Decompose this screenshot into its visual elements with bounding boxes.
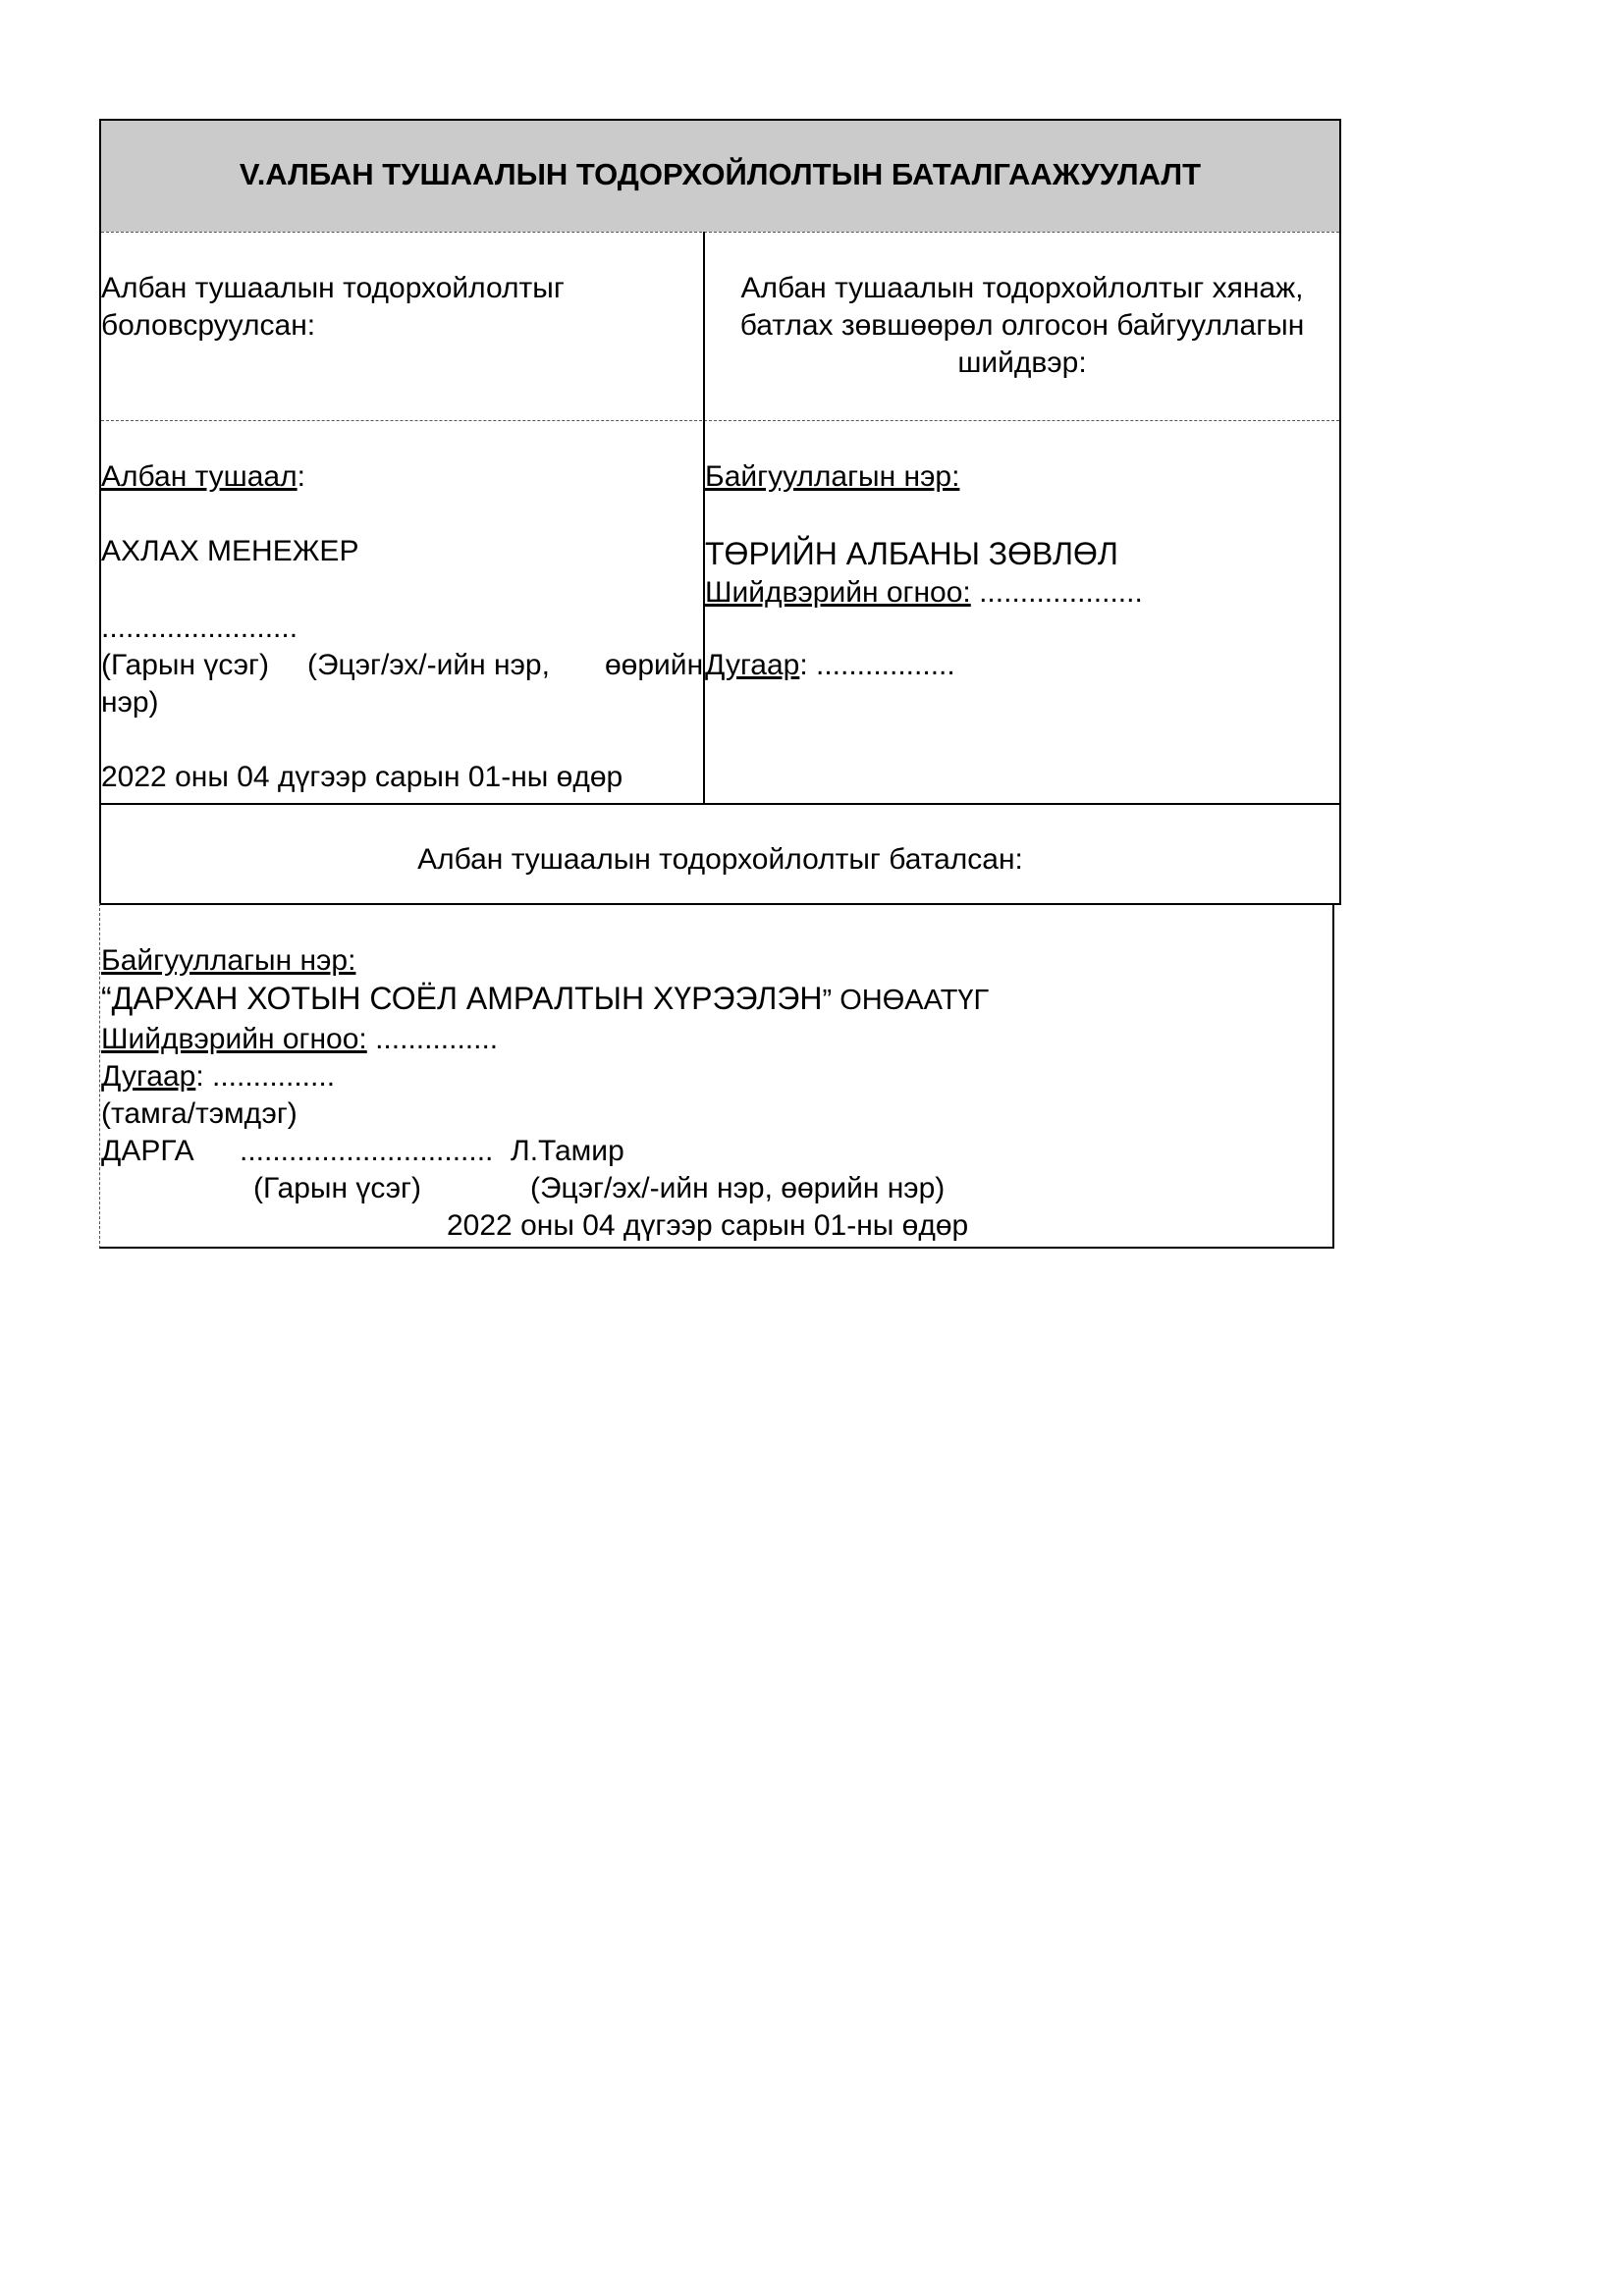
decision-date-label: Шийдвэрийн огноо: — [705, 576, 971, 609]
approval-number-value: : ............... — [195, 1060, 336, 1093]
number-label: Дугаар — [705, 649, 800, 681]
reviewer-label-2: батлах зөвшөөрөл олгосон байгууллагын — [739, 309, 1305, 342]
approval-number-label: Дугаар — [101, 1060, 196, 1093]
approval-org-value — [101, 980, 989, 1019]
drafted-date: 2022 оны 04 дүгээр сарын 01-ны өдөр — [101, 761, 623, 793]
approval-decision-date-label: Шийдвэрийн огноо: — [101, 1023, 367, 1055]
divider-header — [101, 232, 1339, 233]
approval-decision-date-value: ............... — [366, 1023, 499, 1055]
decision-date-line — [705, 574, 1143, 612]
stamp-label: (тамга/тэмдэг) — [101, 1097, 298, 1130]
head-caption-name: (Эцэг/эх/-ийн нэр, өөрийн нэр) — [530, 1172, 946, 1204]
org-label: Байгууллагын нэр: — [705, 460, 960, 493]
approval-org-suffix: ” ОНӨААТҮГ — [822, 985, 990, 1016]
position-label: Албан тушаал — [101, 460, 298, 493]
sign-caption-1: (Гарын үсэг) — [101, 649, 269, 681]
number-line — [705, 647, 955, 684]
reviewer-label-1: Албан тушаалын тодорхойлолтыг хянаж, — [740, 272, 1304, 304]
approval-date: 2022 оны 04 дүгээр сарын 01-ны өдөр — [447, 1209, 969, 1242]
divider-row2 — [99, 803, 1341, 805]
section-title: V.АЛБАН ТУШААЛЫН ТОДОРХОЙЛОЛТЫН БАТАЛГААЖУУЛАЛТ — [239, 157, 1202, 191]
head-signature-dots: ............................... — [240, 1135, 494, 1167]
drafted-by-label-2: боловсруулсан: — [101, 309, 316, 342]
position-colon: : — [297, 460, 305, 493]
reviewer-label-3: шийдвэр: — [957, 347, 1087, 379]
org-value: ТӨРИЙН АЛБАНЫ ЗӨВЛӨЛ — [705, 536, 1118, 571]
head-caption-sign: (Гарын үсэг) — [253, 1172, 421, 1204]
sign-caption-2: (Эцэг/эх/-ийн нэр, — [307, 649, 550, 681]
sign-caption-3: өөрийн — [605, 649, 704, 681]
head-name: Л.Тамир — [511, 1135, 624, 1167]
position-value: АХЛАХ МЕНЕЖЕР — [101, 535, 359, 567]
head-title: ДАРГА — [101, 1135, 194, 1167]
position-label-line — [101, 458, 305, 496]
approval-org-name: “ДАРХАН ХОТЫН СОЁЛ АМРАЛТЫН ХҮРЭЭЛЭН — [101, 981, 823, 1016]
decision-date-value: .................... — [970, 576, 1143, 609]
approval-decision-date-line — [101, 1021, 498, 1058]
signature-dots: ........................ — [101, 612, 298, 644]
number-value: : ................. — [799, 649, 955, 681]
divider-row1 — [101, 420, 1339, 421]
sign-caption-4: нэр) — [101, 686, 159, 719]
drafted-by-label-1: Албан тушаалын тодорхойлолтыг — [101, 272, 565, 304]
approval-number-line — [101, 1058, 335, 1095]
approval-org-label: Байгууллагын нэр: — [101, 944, 356, 977]
approved-label: Албан тушаалын тодорхойлолтыг баталсан: — [417, 843, 1023, 876]
